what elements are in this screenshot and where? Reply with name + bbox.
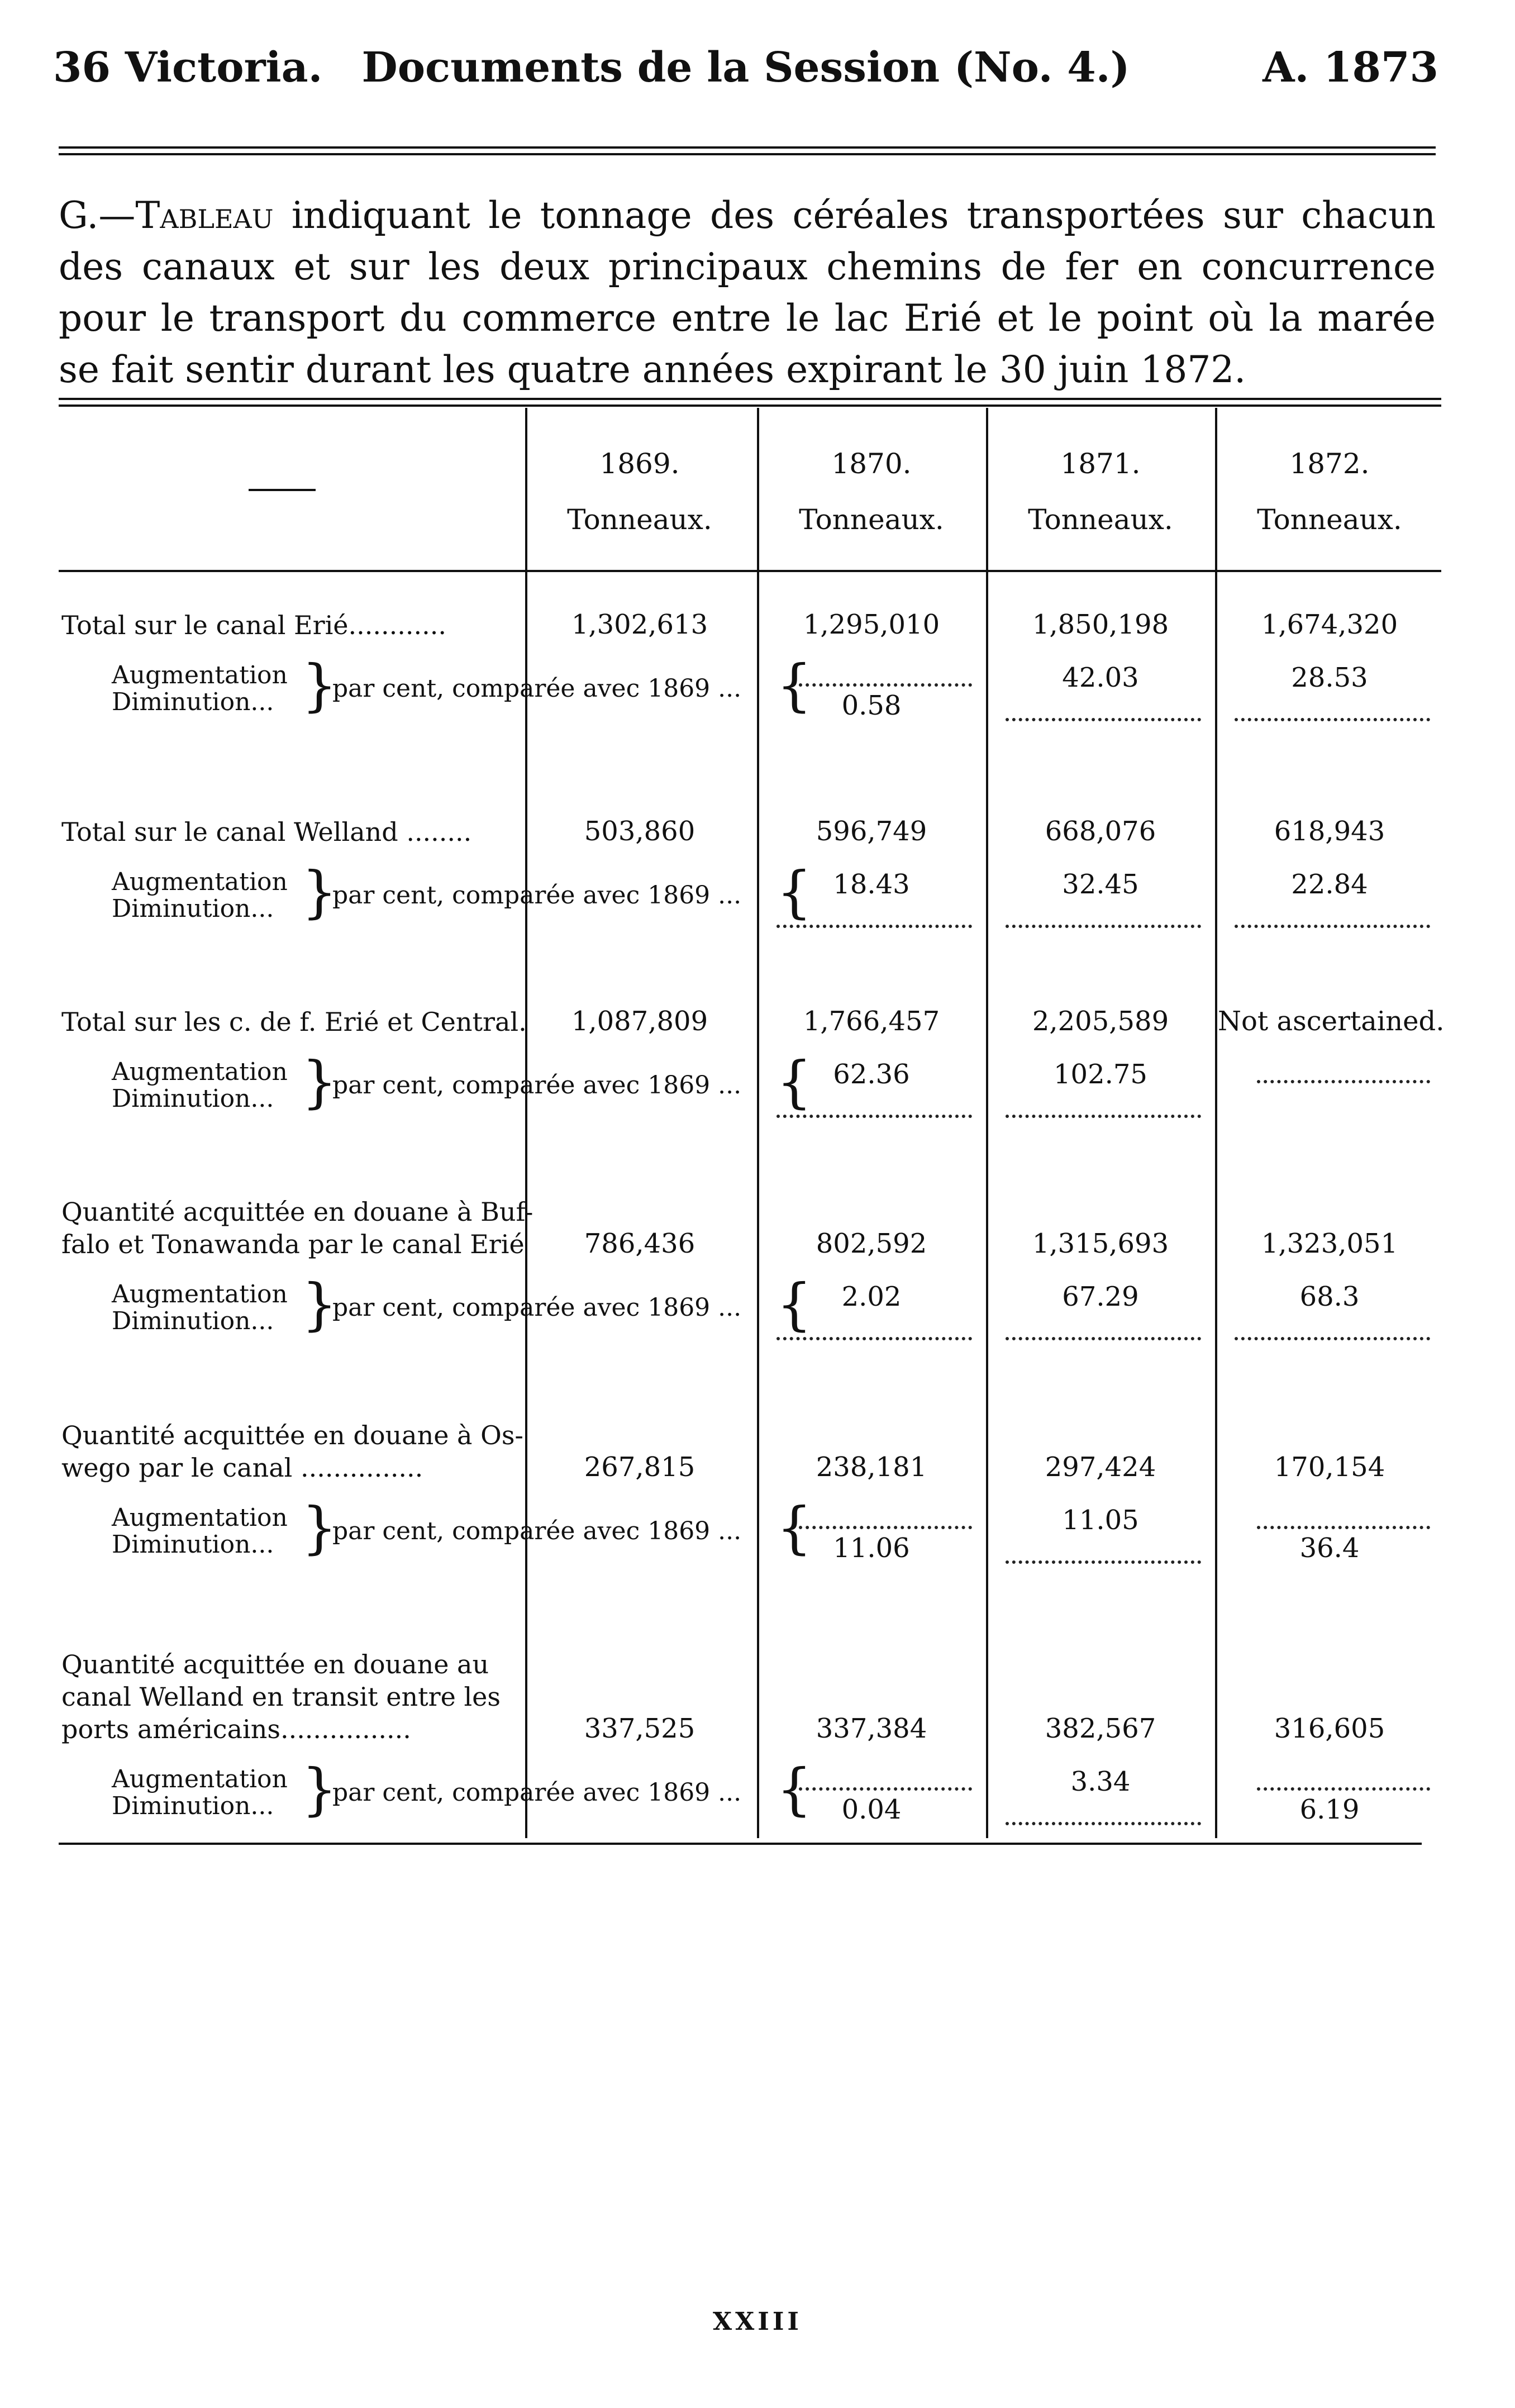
header-year: A. 1873: [1262, 44, 1438, 92]
row-label-line: Total sur le canal Erié............: [61, 610, 446, 640]
header-session: 36 Victoria.: [53, 44, 323, 92]
dotted-leader: [776, 1337, 972, 1340]
augmentation-label: Augmentation: [112, 1503, 288, 1532]
column-header-1869: 1869. Tonneaux.: [567, 448, 712, 536]
augmentation-value: 3.34: [1070, 1766, 1131, 1797]
row-label: [61, 1648, 501, 1745]
dotted-leader: [1006, 1822, 1201, 1825]
row-value-0: 267,815: [584, 1452, 695, 1483]
diminution-label: Diminution...: [112, 1084, 274, 1113]
compare-label: par cent, comparée avec 1869 ...: [332, 1517, 742, 1545]
row-value-1: 1,295,010: [803, 609, 940, 640]
header-rule-top: [59, 146, 1436, 149]
augmentation-value: 67.29: [1062, 1281, 1139, 1312]
row-value-3: 1,323,051: [1261, 1228, 1398, 1259]
row-label: [61, 609, 446, 641]
row-value-2: 382,567: [1045, 1713, 1156, 1744]
header-document-title: Documents de la Session (No. 4.): [361, 44, 1130, 92]
augmentation-value: 32.45: [1062, 869, 1139, 900]
caption-lead: G.—: [59, 194, 136, 237]
dotted-leader: [1006, 1560, 1201, 1564]
row-value-0: 1,302,613: [571, 609, 708, 640]
row-label: [61, 1006, 527, 1038]
row-value-2: 1,315,693: [1032, 1228, 1169, 1259]
augmentation-label: Augmentation: [112, 1280, 288, 1308]
dotted-leader: [1257, 1080, 1430, 1083]
compare-label: par cent, comparée avec 1869 ...: [332, 674, 742, 703]
row-value-3: 618,943: [1274, 816, 1385, 847]
dotted-leader: [1257, 1787, 1430, 1791]
row-label-line: Quantité acquittée en douane à Buf-: [61, 1197, 533, 1227]
opening-brace: {: [776, 653, 812, 718]
row-value-1: 802,592: [816, 1228, 927, 1259]
dotted-leader: [776, 1115, 972, 1118]
augmentation-value: 102.75: [1054, 1059, 1147, 1090]
augmentation-label: Augmentation: [112, 661, 288, 689]
compare-label: par cent, comparée avec 1869 ...: [332, 1778, 742, 1807]
opening-brace: {: [776, 1757, 812, 1822]
dotted-leader: [1235, 718, 1430, 721]
closing-brace: }: [302, 1272, 337, 1337]
augmentation-label: Augmentation: [112, 1765, 288, 1793]
diminution-label: Diminution...: [112, 1530, 274, 1559]
row-value-3: 1,674,320: [1261, 609, 1398, 640]
dotted-leader: [1235, 1337, 1430, 1340]
row-value-1: 596,749: [816, 816, 927, 847]
column-header-1870: 1870. Tonneaux.: [799, 448, 944, 536]
diminution-label: Diminution...: [112, 688, 274, 716]
augmentation-value: 68.3: [1299, 1281, 1360, 1312]
row-label: [61, 1419, 523, 1484]
dotted-leader: [1006, 718, 1201, 721]
caption-text: indiquant le tonnage des céréales transportées sur chacun des canaux et sur les deux principaux chemins de fer en concurrence pour le transport du commerce entre le lac Erié et le point où la marée se fait sentir durant les quatre années expirant le 30 juin 1872.: [59, 194, 1436, 391]
augmentation-value: 11.05: [1062, 1505, 1139, 1536]
row-value-3: 170,154: [1274, 1452, 1385, 1483]
dotted-leader: [1257, 1526, 1430, 1529]
row-value-0: 337,525: [584, 1713, 695, 1744]
diminution-label: Diminution...: [112, 1792, 274, 1820]
row-value-0: 1,087,809: [571, 1006, 708, 1037]
augmentation-value: 22.84: [1291, 869, 1368, 900]
diminution-value: 36.4: [1299, 1533, 1360, 1564]
stub-dash: [249, 489, 316, 491]
diminution-value: 0.58: [841, 690, 902, 721]
caption-smallcaps: Tableau: [135, 194, 274, 237]
row-label-line: canal Welland en transit entre les: [61, 1682, 501, 1712]
opening-brace: {: [776, 1495, 812, 1560]
dotted-leader: [1006, 925, 1201, 928]
diminution-label: Diminution...: [112, 1307, 274, 1335]
dotted-leader: [799, 683, 972, 687]
grain-tonnage-table: [59, 391, 1444, 1866]
row-label-line: falo et Tonawanda par le canal Erié: [61, 1229, 525, 1259]
dotted-leader: [1006, 1337, 1201, 1340]
closing-brace: }: [302, 1049, 337, 1115]
row-label-line: Quantité acquittée en douane au: [61, 1649, 489, 1679]
closing-brace: }: [302, 859, 337, 925]
opening-brace: {: [776, 859, 812, 925]
row-label-line: Total sur le canal Welland ........: [61, 817, 472, 847]
row-value-2: 1,850,198: [1032, 609, 1169, 640]
row-label: [61, 1196, 533, 1260]
row-value-2: 2,205,589: [1032, 1006, 1169, 1037]
closing-brace: }: [302, 1757, 337, 1822]
row-value-2: 297,424: [1045, 1452, 1156, 1483]
augmentation-value: 18.43: [833, 869, 910, 900]
compare-label: par cent, comparée avec 1869 ...: [332, 1071, 742, 1100]
page-number: XXIII: [712, 2307, 803, 2336]
diminution-value: 11.06: [833, 1533, 910, 1564]
augmentation-value: 42.03: [1062, 662, 1139, 693]
diminution-value: 6.19: [1299, 1794, 1360, 1825]
row-value-1: 337,384: [816, 1713, 927, 1744]
dotted-leader: [799, 1787, 972, 1791]
diminution-value: 0.04: [841, 1794, 902, 1825]
row-value-0: 503,860: [584, 816, 695, 847]
row-value-3: 316,605: [1274, 1713, 1385, 1744]
row-label-line: ports américains................: [61, 1714, 411, 1744]
dotted-leader: [799, 1526, 972, 1529]
row-value-1: 238,181: [816, 1452, 927, 1483]
opening-brace: {: [776, 1049, 812, 1115]
column-header-1871: 1871. Tonneaux.: [1028, 448, 1173, 536]
dotted-leader: [776, 925, 972, 928]
augmentation-value: 28.53: [1291, 662, 1368, 693]
diminution-label: Diminution...: [112, 894, 274, 923]
row-value-3: Not ascertained.: [1218, 1006, 1445, 1037]
closing-brace: }: [302, 1495, 337, 1560]
augmentation-value: 62.36: [833, 1059, 910, 1090]
dotted-leader: [1006, 1115, 1201, 1118]
row-value-2: 668,076: [1045, 816, 1156, 847]
column-header-1872: 1872. Tonneaux.: [1257, 448, 1402, 536]
opening-brace: {: [776, 1272, 812, 1337]
header-rule-bottom: [59, 153, 1436, 155]
compare-label: par cent, comparée avec 1869 ...: [332, 881, 742, 910]
dotted-leader: [1235, 925, 1430, 928]
table-caption: [59, 190, 1436, 396]
page-header: [53, 44, 1438, 105]
row-label: [61, 816, 471, 848]
row-label-line: Quantité acquittée en douane à Os-: [61, 1420, 523, 1450]
augmentation-value: 2.02: [841, 1281, 902, 1312]
compare-label: par cent, comparée avec 1869 ...: [332, 1293, 742, 1322]
row-value-0: 786,436: [584, 1228, 695, 1259]
row-value-1: 1,766,457: [803, 1006, 940, 1037]
row-label-line: wego par le canal ...............: [61, 1453, 423, 1483]
augmentation-label: Augmentation: [112, 1058, 288, 1086]
augmentation-label: Augmentation: [112, 868, 288, 896]
row-label-line: Total sur les c. de f. Erié et Central.: [61, 1007, 527, 1037]
closing-brace: }: [302, 653, 337, 718]
